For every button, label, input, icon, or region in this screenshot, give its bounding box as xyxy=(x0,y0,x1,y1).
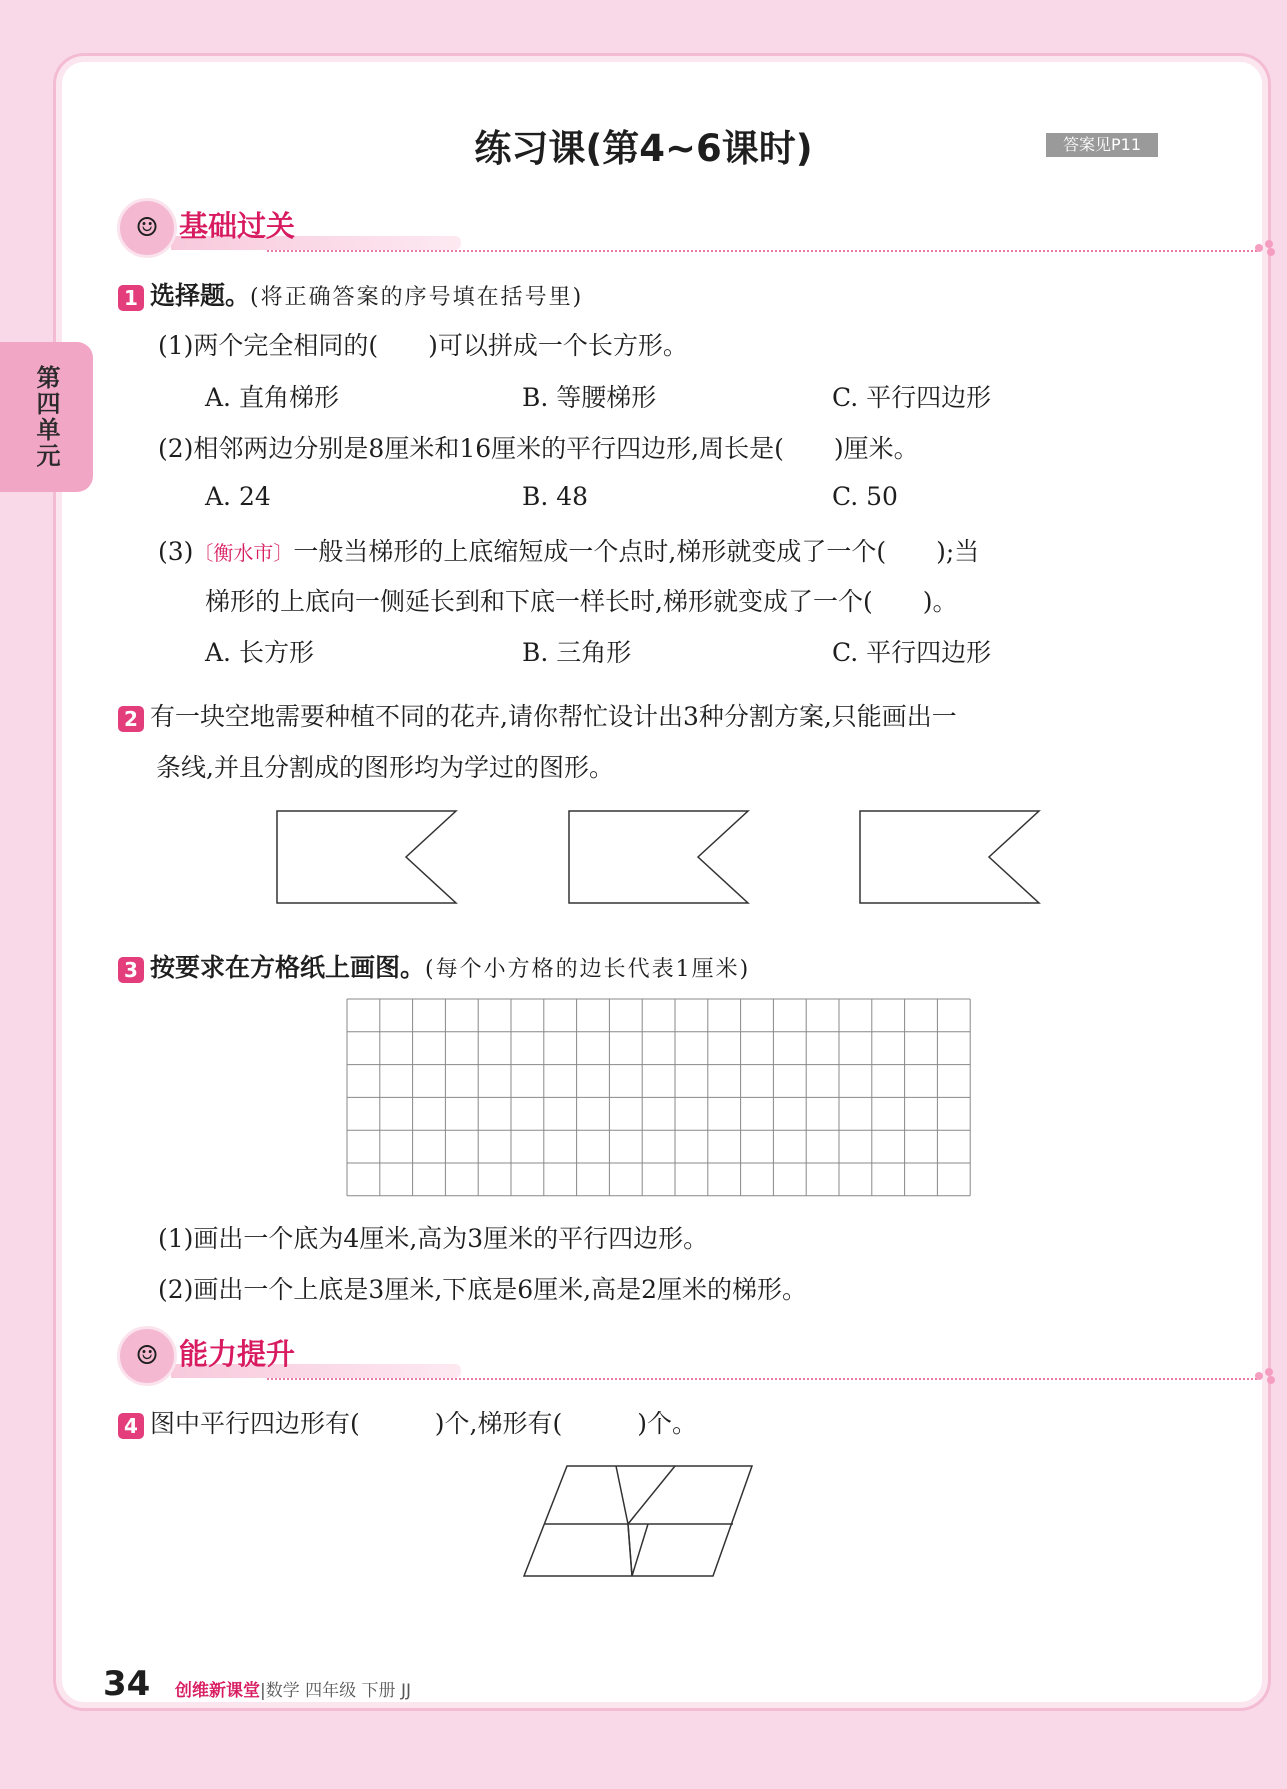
q1-part2-option-c[interactable]: C. 50 xyxy=(832,482,898,511)
footer-series xyxy=(175,1676,411,1701)
page-number: 34 xyxy=(103,1664,151,1704)
question-2-line2: 条线,并且分割成的图形均为学过的图形。 xyxy=(156,753,614,782)
parallelogram-figure[interactable] xyxy=(520,1462,760,1582)
footer-details: |数学 四年级 下册 JJ xyxy=(260,1681,411,1701)
q1-part3-line1 xyxy=(158,532,979,568)
decorative-dots-icon xyxy=(1255,240,1279,256)
lower-divider xyxy=(628,1524,632,1576)
dotted-divider xyxy=(267,1378,1257,1380)
q1-part2-text: (2)相邻两边分别是8厘米和16厘米的平行四边形,周长是( )厘米。 xyxy=(158,434,919,463)
q1-part1-option-b[interactable]: B. 等腰梯形 xyxy=(522,383,657,412)
q3-part2-text: (2)画出一个上底是3厘米,下底是6厘米,高是2厘米的梯形。 xyxy=(158,1275,808,1304)
flag-shape-figure-2[interactable] xyxy=(568,810,752,905)
question-2-text: 有一块空地需要种植不同的花卉,请你帮忙设计出3种分割方案,只能画出一 xyxy=(150,702,957,731)
q1-part1-text: (1)两个完全相同的( )可以拼成一个长方形。 xyxy=(158,331,688,360)
question-number-badge: 4 xyxy=(118,1413,144,1439)
answer-reference-badge: 答案见P11 xyxy=(1046,133,1158,157)
mascot-icon: ☺ xyxy=(117,1326,177,1386)
question-3-note: (每个小方格的边长代表1厘米) xyxy=(425,957,751,982)
flag-shape-figure-1[interactable] xyxy=(276,810,460,905)
unit-side-tab xyxy=(0,342,93,492)
question-3-title: 按要求在方格纸上画图。 xyxy=(150,953,426,982)
upper-divider xyxy=(616,1466,628,1524)
section-advanced-label: 能力提升 xyxy=(179,1337,296,1371)
outer-parallelogram xyxy=(524,1466,752,1576)
page-title: 练习课(第4~6课时) xyxy=(474,127,813,170)
question-number-badge: 2 xyxy=(118,706,144,732)
q1-part2-option-b[interactable]: B. 48 xyxy=(522,482,589,511)
series-name: 创维新课堂 xyxy=(175,1681,260,1701)
square-grid-paper[interactable] xyxy=(346,998,971,1196)
question-4-line xyxy=(118,1404,697,1440)
question-4-text: 图中平行四边形有( )个,梯形有( )个。 xyxy=(150,1409,697,1438)
unit-label: 第四单元 xyxy=(32,365,60,469)
flag-shape-figure-3[interactable] xyxy=(859,810,1043,905)
lower-divider xyxy=(632,1524,648,1576)
q1-part3-line2: 梯形的上底向一侧延长到和下底一样长时,梯形就变成了一个( )。 xyxy=(205,587,958,616)
q1-part3-option-c[interactable]: C. 平行四边形 xyxy=(832,638,992,667)
question-1-note: (将正确答案的序号填在括号里) xyxy=(250,285,584,310)
question-1-title: 选择题。 xyxy=(150,281,251,310)
mascot-icon: ☺ xyxy=(117,198,177,258)
q1-part2-option-a[interactable]: A. 24 xyxy=(205,482,271,511)
question-1-header xyxy=(118,276,583,312)
q3-part1-text: (1)画出一个底为4厘米,高为3厘米的平行四边形。 xyxy=(158,1224,709,1253)
source-tag: 〔衡水市〕 xyxy=(193,541,294,565)
dotted-divider xyxy=(267,250,1257,252)
upper-divider xyxy=(628,1466,675,1524)
q1-part1-option-a[interactable]: A. 直角梯形 xyxy=(205,383,339,412)
q1-part1-option-c[interactable]: C. 平行四边形 xyxy=(832,383,992,412)
q1-part3-option-a[interactable]: A. 长方形 xyxy=(205,638,314,667)
section-basic-header xyxy=(117,198,1287,258)
section-advanced-header xyxy=(117,1326,1287,1386)
question-number-badge: 1 xyxy=(118,285,144,311)
q1-part3-prefix: (3) xyxy=(158,537,194,566)
question-3-header xyxy=(118,948,750,984)
decorative-dots-icon xyxy=(1255,1368,1279,1384)
question-2-line1 xyxy=(118,697,957,733)
q1-part3-text: 一般当梯形的上底缩短成一个点时,梯形就变成了一个( );当 xyxy=(293,537,980,566)
question-number-badge: 3 xyxy=(118,957,144,983)
q1-part3-option-b[interactable]: B. 三角形 xyxy=(522,638,632,667)
section-basic-label: 基础过关 xyxy=(179,209,296,243)
